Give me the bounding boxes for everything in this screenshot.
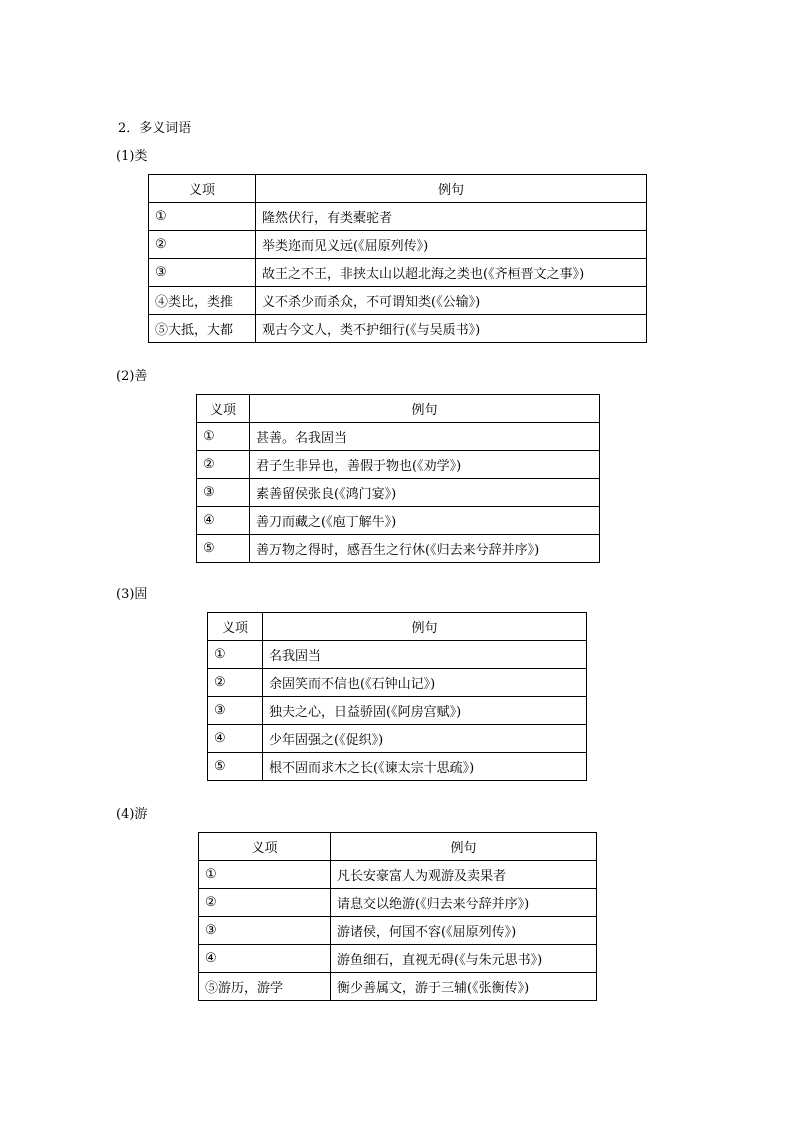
meaning-cell: ④	[208, 725, 263, 753]
table-row	[208, 725, 587, 753]
meaning-cell: ③	[149, 259, 256, 287]
meaning-cell: ②	[199, 889, 331, 917]
table-row	[149, 259, 647, 287]
table-header-row	[208, 613, 587, 641]
meaning-cell: ①	[208, 641, 263, 669]
table-row	[199, 889, 597, 917]
example-cell: 素善留侯张良(《鸿门宴》)	[250, 479, 600, 507]
table-row	[199, 861, 597, 889]
table-row	[208, 641, 587, 669]
table-row	[208, 669, 587, 697]
table-row	[197, 535, 600, 563]
section-heading: 2．多义词语	[118, 121, 192, 136]
example-cell: 善刀而藏之(《庖丁解牛》)	[250, 507, 600, 535]
meaning-cell: ①	[149, 203, 256, 231]
table-row	[197, 479, 600, 507]
example-cell: 甚善。名我固当	[250, 423, 600, 451]
table-row	[199, 973, 597, 1001]
subsection-title-lei: (1)类	[116, 149, 148, 164]
example-cell: 观古今文人，类不护细行(《与吴质书》)	[256, 315, 647, 343]
table-you	[198, 832, 597, 1001]
table-row	[199, 945, 597, 973]
table-row	[208, 753, 587, 781]
table-row	[197, 507, 600, 535]
table-row	[208, 697, 587, 725]
example-cell: 君子生非异也，善假于物也(《劝学》)	[250, 451, 600, 479]
table-row	[197, 451, 600, 479]
meaning-cell: ⑤大抵，大都	[149, 315, 256, 343]
table-row	[199, 917, 597, 945]
table-row	[149, 315, 647, 343]
table-row	[197, 423, 600, 451]
example-cell: 衡少善属文，游于三辅(《张衡传》)	[331, 973, 597, 1001]
example-cell: 名我固当	[263, 641, 587, 669]
example-cell: 游诸侯，何国不容(《屈原列传》)	[331, 917, 597, 945]
meaning-cell: ②	[208, 669, 263, 697]
subsection-title-you: (4)游	[116, 807, 148, 822]
subsection-title-gu: (3)固	[116, 587, 148, 602]
example-cell: 余固笑而不信也(《石钟山记》)	[263, 669, 587, 697]
example-cell: 故王之不王，非挟太山以超北海之类也(《齐桓晋文之事》)	[256, 259, 647, 287]
table-row	[149, 287, 647, 315]
example-cell: 隆然伏行，有类橐驼者	[256, 203, 647, 231]
example-cell: 义不杀少而杀众，不可谓知类(《公输》)	[256, 287, 647, 315]
meaning-cell: ②	[149, 231, 256, 259]
table-header-row	[199, 833, 597, 861]
header-meaning: 义项	[208, 613, 263, 641]
meaning-cell: ①	[199, 861, 331, 889]
meaning-cell: ④	[199, 945, 331, 973]
subsection-title-shan: (2)善	[116, 369, 148, 384]
header-meaning: 义项	[199, 833, 331, 861]
meaning-cell: ③	[197, 479, 250, 507]
example-cell: 独夫之心，日益骄固(《阿房宫赋》)	[263, 697, 587, 725]
meaning-cell: ③	[208, 697, 263, 725]
example-cell: 请息交以绝游(《归去来兮辞并序》)	[331, 889, 597, 917]
meaning-cell: ④	[197, 507, 250, 535]
example-cell: 凡长安豪富人为观游及卖果者	[331, 861, 597, 889]
table-header-row	[149, 175, 647, 203]
table-row	[149, 231, 647, 259]
table-header-row	[197, 395, 600, 423]
meaning-cell: ⑤游历，游学	[199, 973, 331, 1001]
meaning-cell: ②	[197, 451, 250, 479]
meaning-cell: ⑤	[197, 535, 250, 563]
example-cell: 举类迩而见义远(《屈原列传》)	[256, 231, 647, 259]
header-example: 例句	[256, 175, 647, 203]
header-example: 例句	[250, 395, 600, 423]
example-cell: 善万物之得时，感吾生之行休(《归去来兮辞并序》)	[250, 535, 600, 563]
header-example: 例句	[263, 613, 587, 641]
meaning-cell: ③	[199, 917, 331, 945]
example-cell: 游鱼细石，直视无碍(《与朱元思书》)	[331, 945, 597, 973]
meaning-cell: ①	[197, 423, 250, 451]
table-gu	[207, 612, 587, 781]
meaning-cell: ④类比，类推	[149, 287, 256, 315]
table-lei	[148, 174, 647, 343]
header-meaning: 义项	[149, 175, 256, 203]
table-row	[149, 203, 647, 231]
table-shan	[196, 394, 600, 563]
meaning-cell: ⑤	[208, 753, 263, 781]
header-meaning: 义项	[197, 395, 250, 423]
example-cell: 少年固强之(《促织》)	[263, 725, 587, 753]
example-cell: 根不固而求木之长(《谏太宗十思疏》)	[263, 753, 587, 781]
header-example: 例句	[331, 833, 597, 861]
